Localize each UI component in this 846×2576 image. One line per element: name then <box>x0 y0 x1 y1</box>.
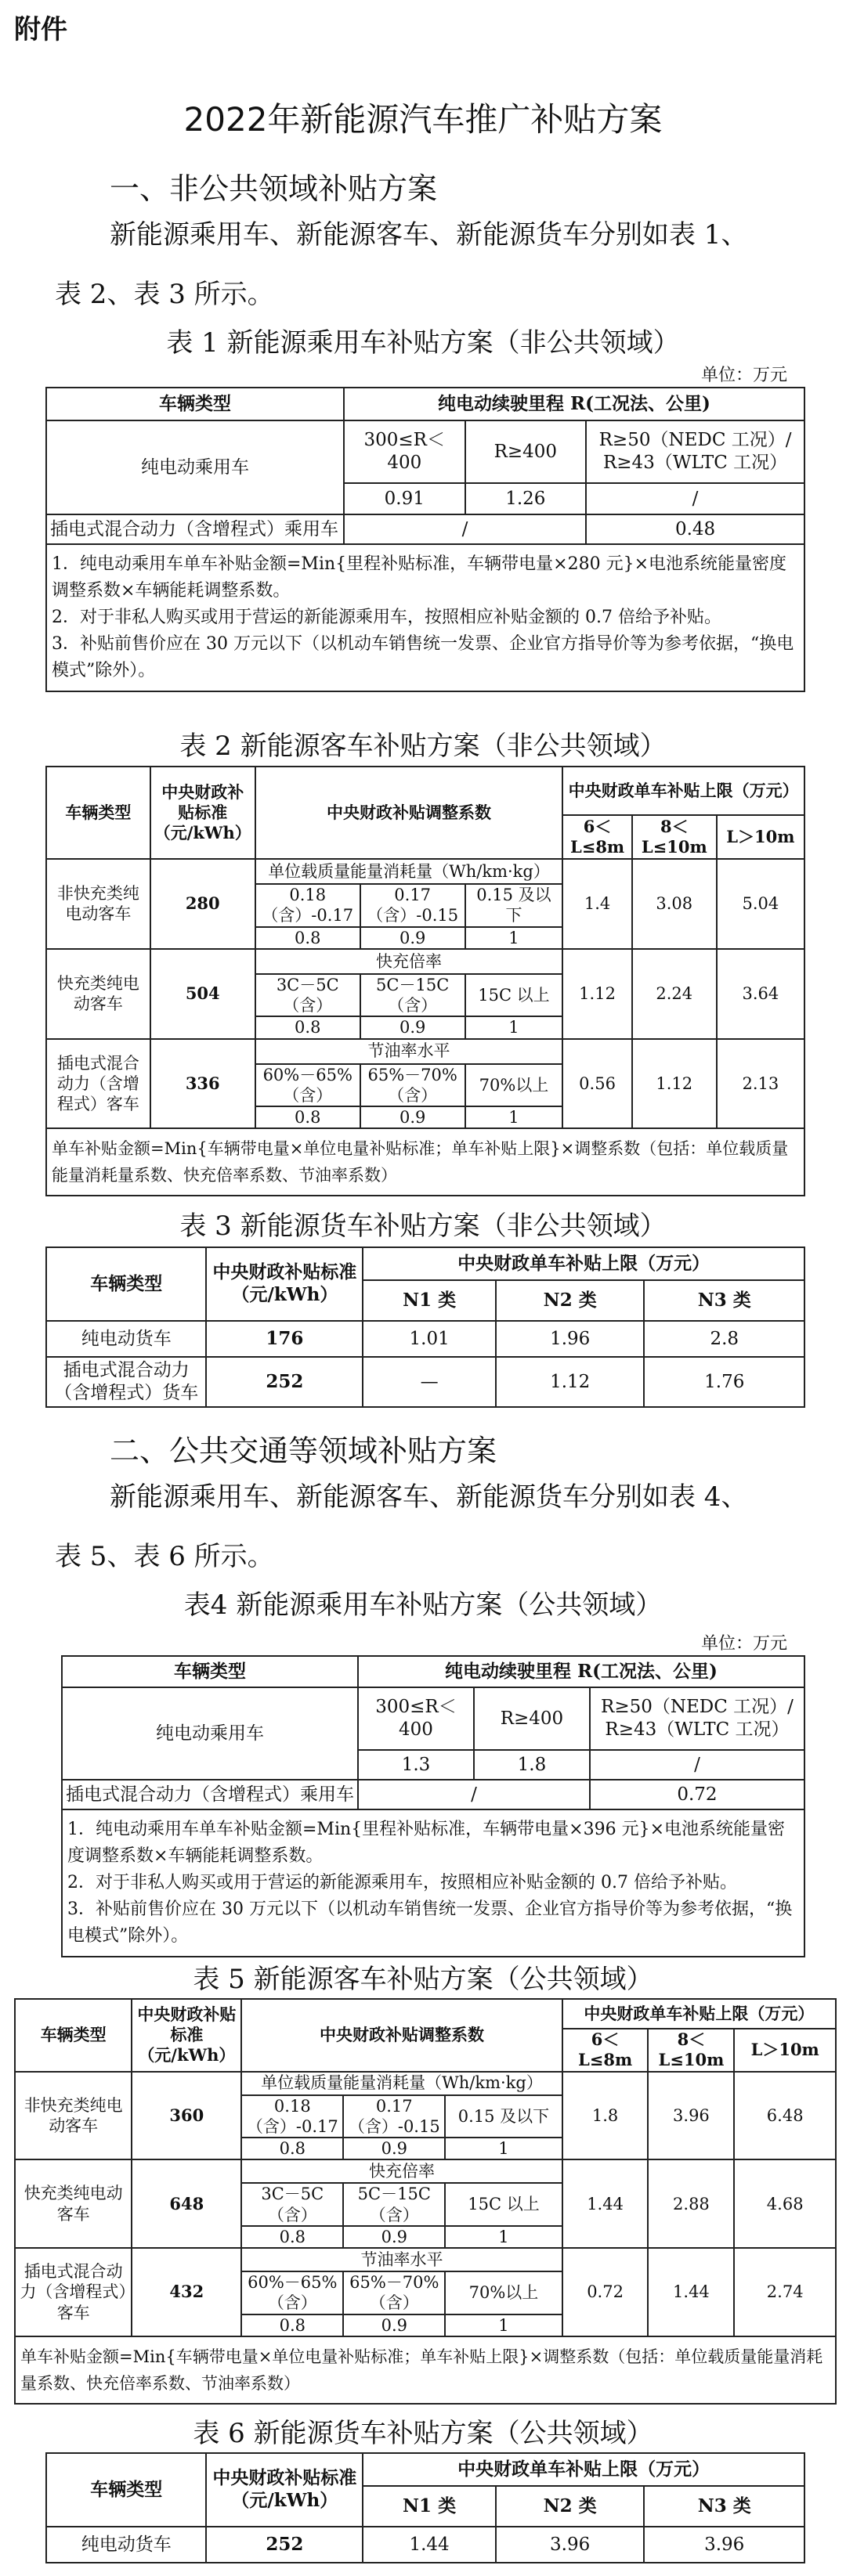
table-2-row-cap-1: 1.4 <box>562 859 632 949</box>
table-5-row-cap-3: 6.48 <box>734 2072 836 2160</box>
table-6-row-n2: 3.96 <box>496 2527 645 2563</box>
table-5-row-cap-2: 3.96 <box>648 2072 734 2160</box>
table-3-col-n2: N2 类 <box>496 1280 645 1321</box>
table-4-row-bev-label: 纯电动乘用车 <box>62 1687 358 1780</box>
table-5-row-cap-1: 0.72 <box>562 2248 649 2336</box>
table-2-row-range-1: 0.18（含）-0.17 <box>255 884 360 927</box>
table-3-row-n2: 1.96 <box>496 1321 645 1357</box>
table-1-col-range-1: 300≤R＜400 <box>344 420 465 483</box>
table-3-row-n1: 1.01 <box>363 1321 496 1357</box>
table-5-row-cap-1: 1.44 <box>562 2159 649 2248</box>
table-6-row-name: 纯电动货车 <box>46 2527 206 2563</box>
table-2-row-std: 280 <box>150 859 255 949</box>
table-2-row-coef-3: 1 <box>465 927 563 949</box>
table-6-row-std: 252 <box>206 2527 363 2563</box>
table-2-row-cap-3: 2.13 <box>717 1039 804 1129</box>
table-5-len-3: L＞10m <box>734 2029 836 2072</box>
section-1-intro-line1: 新能源乘用车、新能源客车、新能源货车分别如表 1、 <box>110 219 748 251</box>
table-2-row-range-2: 5C－15C（含） <box>360 974 465 1017</box>
table-1-bev-value-1: 0.91 <box>344 483 465 514</box>
table-2-row-cap-1: 1.12 <box>562 949 632 1039</box>
table-2-row-coef-3: 1 <box>465 1106 563 1128</box>
table-1-phev-value: 0.48 <box>586 514 804 544</box>
table-1-col-range-2: R≥400 <box>465 420 587 483</box>
table-5 <box>14 1998 837 2405</box>
table-3-header-std: 中央财政补贴标准（元/kWh） <box>206 1247 363 1321</box>
table-5-row-coef-1: 0.8 <box>241 2226 343 2248</box>
table-4-caption: 表4 新能源乘用车补贴方案（公共领域） <box>183 1589 663 1621</box>
table-4-row-phev-label: 插电式混合动力（含增程式）乘用车 <box>62 1780 358 1809</box>
table-4-col-range-2: R≥400 <box>474 1687 590 1750</box>
section-2-intro-line1: 新能源乘用车、新能源客车、新能源货车分别如表 4、 <box>110 1481 748 1513</box>
table-4-bev-value-1: 1.3 <box>358 1750 474 1780</box>
table-5-header-std: 中央财政补贴标准（元/kWh） <box>132 1999 241 2072</box>
table-1-caption: 表 1 新能源乘用车补贴方案（非公共领域） <box>166 327 680 359</box>
table-5-row-range-3: 70%以上 <box>445 2271 562 2314</box>
table-2-caption: 表 2 新能源客车补贴方案（非公共领域） <box>179 731 667 762</box>
table-2-note: 单车补贴金额=Min{车辆带电量×单位电量补贴标准；单车补贴上限}×调整系数（包括：单位载质量能量消耗量系数、快充倍率系数、节油率系数） <box>46 1128 804 1196</box>
table-1-header-range: 纯电动续驶里程 R(工况法、公里) <box>344 388 804 420</box>
attachment-label: 附件 <box>14 14 67 45</box>
table-4-unit: 单位：万元 <box>700 1634 787 1654</box>
table-3-row-std: 176 <box>206 1321 363 1357</box>
table-4-header-type: 车辆类型 <box>62 1656 358 1687</box>
table-2-row-range-3: 15C 以上 <box>465 974 563 1017</box>
table-4-phev-slash: / <box>358 1780 590 1809</box>
table-2-row-cap-2: 1.12 <box>632 1039 717 1129</box>
table-5-row-factor: 节油率水平 <box>241 2248 562 2271</box>
table-2-row-cap-2: 2.24 <box>632 949 717 1039</box>
table-2-row-coef-1: 0.8 <box>255 1016 360 1038</box>
table-2-row-name: 非快充类纯电动客车 <box>46 859 150 949</box>
table-5-row-coef-3: 1 <box>445 2226 562 2248</box>
table-2-row-factor: 快充倍率 <box>255 949 563 974</box>
table-2-len-1: 6＜L≤8m <box>562 815 632 859</box>
section-1-intro-line2: 表 2、表 3 所示。 <box>55 279 274 310</box>
table-2-row-coef-2: 0.9 <box>360 927 465 949</box>
table-5-row-range-2: 65%－70%（含） <box>343 2271 445 2314</box>
table-6-header-type: 车辆类型 <box>46 2453 206 2527</box>
table-1-unit: 单位：万元 <box>700 366 787 385</box>
section-2-heading: 二、公共交通等领域补贴方案 <box>110 1434 497 1468</box>
table-6-row-n3: 3.96 <box>644 2527 804 2563</box>
table-3-caption: 表 3 新能源货车补贴方案（非公共领域） <box>179 1210 667 1242</box>
table-3-row-n3: 1.76 <box>644 1357 804 1407</box>
table-4-header-range: 纯电动续驶里程 R(工况法、公里) <box>358 1656 804 1687</box>
table-2-row-range-2: 65%－70%（含） <box>360 1064 465 1107</box>
table-2-row-coef-1: 0.8 <box>255 1106 360 1128</box>
table-2-row-range-2: 0.17（含）-0.15 <box>360 884 465 927</box>
table-4-bev-value-3: / <box>590 1750 804 1780</box>
table-4-notes: 1．纯电动乘用车单车补贴金额=Min{里程补贴标准，车辆带电量×396 元}×电池系统能量密度调整系数×车辆能耗调整系数。 2．对于非私人购买或用于营运的新能源乘用车，按照相应补贴金额的 0.7 倍给予补贴。 3．补贴前售价应在 30 万元以下（以机动车销售统一发票、企业官方指导价等为参考依据，“换电模式”除外）。 <box>62 1809 804 1957</box>
table-4-phev-value: 0.72 <box>590 1780 804 1809</box>
table-5-note: 单车补贴金额=Min{车辆带电量×单位电量补贴标准；单车补贴上限}×调整系数（包括：单位载质量能量消耗量系数、快充倍率系数、节油率系数） <box>15 2336 836 2404</box>
table-1-notes: 1．纯电动乘用车单车补贴金额=Min{里程补贴标准，车辆带电量×280 元}×电池系统能量密度调整系数×车辆能耗调整系数。 2．对于非私人购买或用于营运的新能源乘用车，按照相应补贴金额的 0.7 倍给予补贴。 3．补贴前售价应在 30 万元以下（以机动车销售统一发票、企业官方指导价等为参考依据，“换电模式”除外）。 <box>46 544 804 691</box>
table-5-row-range-3: 0.15 及以下 <box>445 2095 562 2138</box>
table-2-header-std: 中央财政补贴标准（元/kWh） <box>150 767 255 859</box>
table-2-row-cap-1: 0.56 <box>562 1039 632 1129</box>
table-5-row-cap-2: 1.44 <box>648 2248 734 2336</box>
table-5-row-range-1: 0.18（含）-0.17 <box>241 2095 343 2138</box>
table-2-row-range-3: 0.15 及以下 <box>465 884 563 927</box>
table-5-row-factor: 单位载质量能量消耗量（Wh/km·kg） <box>241 2072 562 2095</box>
table-3-col-n3: N3 类 <box>644 1280 804 1321</box>
table-6 <box>45 2452 805 2563</box>
table-5-row-coef-3: 1 <box>445 2314 562 2336</box>
table-1-bev-value-2: 1.26 <box>465 483 587 514</box>
table-3-header-type: 车辆类型 <box>46 1247 206 1321</box>
table-6-col-n1: N1 类 <box>363 2486 496 2527</box>
table-3-row-n2: 1.12 <box>496 1357 645 1407</box>
table-2-row-cap-2: 3.08 <box>632 859 717 949</box>
table-2-row-std: 504 <box>150 949 255 1039</box>
table-3-row-name: 纯电动货车 <box>46 1321 206 1357</box>
table-4 <box>61 1655 805 1957</box>
table-5-header-adj: 中央财政补贴调整系数 <box>241 1999 562 2072</box>
table-2-row-coef-2: 0.9 <box>360 1016 465 1038</box>
table-6-col-n2: N2 类 <box>496 2486 645 2527</box>
table-2-row-coef-3: 1 <box>465 1016 563 1038</box>
table-5-row-std: 432 <box>132 2248 241 2336</box>
table-5-row-coef-2: 0.9 <box>343 2226 445 2248</box>
table-5-row-cap-3: 4.68 <box>734 2159 836 2248</box>
table-4-col-range-1: 300≤R＜400 <box>358 1687 474 1750</box>
table-6-row-n1: 1.44 <box>363 2527 496 2563</box>
table-5-row-range-1: 3C－5C（含） <box>241 2183 343 2226</box>
table-3-row-name: 插电式混合动力（含增程式）货车 <box>46 1357 206 1407</box>
table-6-col-n3: N3 类 <box>644 2486 804 2527</box>
table-2-row-factor: 单位载质量能量消耗量（Wh/km·kg） <box>255 859 563 884</box>
table-2-row-std: 336 <box>150 1039 255 1129</box>
table-5-header-cap: 中央财政单车补贴上限（万元） <box>562 1999 836 2029</box>
section-1-heading: 一、非公共领域补贴方案 <box>110 171 438 206</box>
table-5-len-2: 8＜L≤10m <box>648 2029 734 2072</box>
table-5-row-std: 360 <box>132 2072 241 2160</box>
table-6-caption: 表 6 新能源货车补贴方案（公共领域） <box>193 2418 653 2449</box>
table-2-len-3: L＞10m <box>717 815 804 859</box>
table-6-header-std: 中央财政补贴标准（元/kWh） <box>206 2453 363 2527</box>
table-5-row-coef-3: 1 <box>445 2138 562 2159</box>
table-2-row-coef-1: 0.8 <box>255 927 360 949</box>
table-5-row-cap-1: 1.8 <box>562 2072 649 2160</box>
table-1-row-bev-label: 纯电动乘用车 <box>46 420 344 514</box>
table-2-row-cap-3: 3.64 <box>717 949 804 1039</box>
table-2-header-adj: 中央财政补贴调整系数 <box>255 767 563 859</box>
table-5-row-cap-3: 2.74 <box>734 2248 836 2336</box>
table-2-row-coef-2: 0.9 <box>360 1106 465 1128</box>
table-2-header-cap: 中央财政单车补贴上限（万元） <box>562 767 804 815</box>
table-5-row-name: 快充类纯电动客车 <box>15 2159 132 2248</box>
table-4-bev-value-2: 1.8 <box>474 1750 590 1780</box>
table-1-col-range-3: R≥50（NEDC 工况）/ R≥43（WLTC 工况） <box>586 420 804 483</box>
table-4-col-range-3: R≥50（NEDC 工况）/ R≥43（WLTC 工况） <box>590 1687 804 1750</box>
table-2-row-range-1: 3C－5C（含） <box>255 974 360 1017</box>
table-2-row-factor: 节油率水平 <box>255 1039 563 1064</box>
table-3-row-n3: 2.8 <box>644 1321 804 1357</box>
table-1-phev-slash: / <box>344 514 586 544</box>
table-3-row-n1: — <box>363 1357 496 1407</box>
table-2-row-name: 插电式混合动力（含增程式）客车 <box>46 1039 150 1129</box>
table-2-row-range-1: 60%－65%（含） <box>255 1064 360 1107</box>
table-5-row-factor: 快充倍率 <box>241 2159 562 2183</box>
table-3-col-n1: N1 类 <box>363 1280 496 1321</box>
table-3-row-std: 252 <box>206 1357 363 1407</box>
section-2-intro-line2: 表 5、表 6 所示。 <box>55 1541 274 1572</box>
table-3 <box>45 1247 805 1408</box>
table-2-row-name: 快充类纯电动客车 <box>46 949 150 1039</box>
table-5-row-name: 插电式混合动力（含增程式）客车 <box>15 2248 132 2336</box>
table-5-caption: 表 5 新能源客车补贴方案（公共领域） <box>193 1964 653 1995</box>
table-6-header-cap: 中央财政单车补贴上限（万元） <box>363 2453 804 2486</box>
table-5-row-range-3: 15C 以上 <box>445 2183 562 2226</box>
table-5-row-coef-1: 0.8 <box>241 2314 343 2336</box>
table-1-row-phev-label: 插电式混合动力（含增程式）乘用车 <box>46 514 344 544</box>
table-1-header-type: 车辆类型 <box>46 388 344 420</box>
table-1 <box>45 387 805 692</box>
table-2-header-type: 车辆类型 <box>46 767 150 859</box>
table-5-row-name: 非快充类纯电动客车 <box>15 2072 132 2160</box>
table-3-header-cap: 中央财政单车补贴上限（万元） <box>363 1247 804 1280</box>
table-2-row-cap-3: 5.04 <box>717 859 804 949</box>
table-5-row-range-2: 0.17（含）-0.15 <box>343 2095 445 2138</box>
table-5-len-1: 6＜L≤8m <box>562 2029 649 2072</box>
table-5-row-coef-2: 0.9 <box>343 2314 445 2336</box>
table-5-row-coef-1: 0.8 <box>241 2138 343 2159</box>
page-title: 2022年新能源汽车推广补贴方案 <box>183 100 663 139</box>
table-5-row-std: 648 <box>132 2159 241 2248</box>
table-2-len-2: 8＜L≤10m <box>632 815 717 859</box>
table-5-row-range-2: 5C－15C（含） <box>343 2183 445 2226</box>
table-2 <box>45 766 805 1196</box>
table-5-row-coef-2: 0.9 <box>343 2138 445 2159</box>
table-5-header-type: 车辆类型 <box>15 1999 132 2072</box>
table-5-row-range-1: 60%－65%（含） <box>241 2271 343 2314</box>
table-2-row-range-3: 70%以上 <box>465 1064 563 1107</box>
table-1-bev-value-3: / <box>586 483 804 514</box>
table-5-row-cap-2: 2.88 <box>648 2159 734 2248</box>
